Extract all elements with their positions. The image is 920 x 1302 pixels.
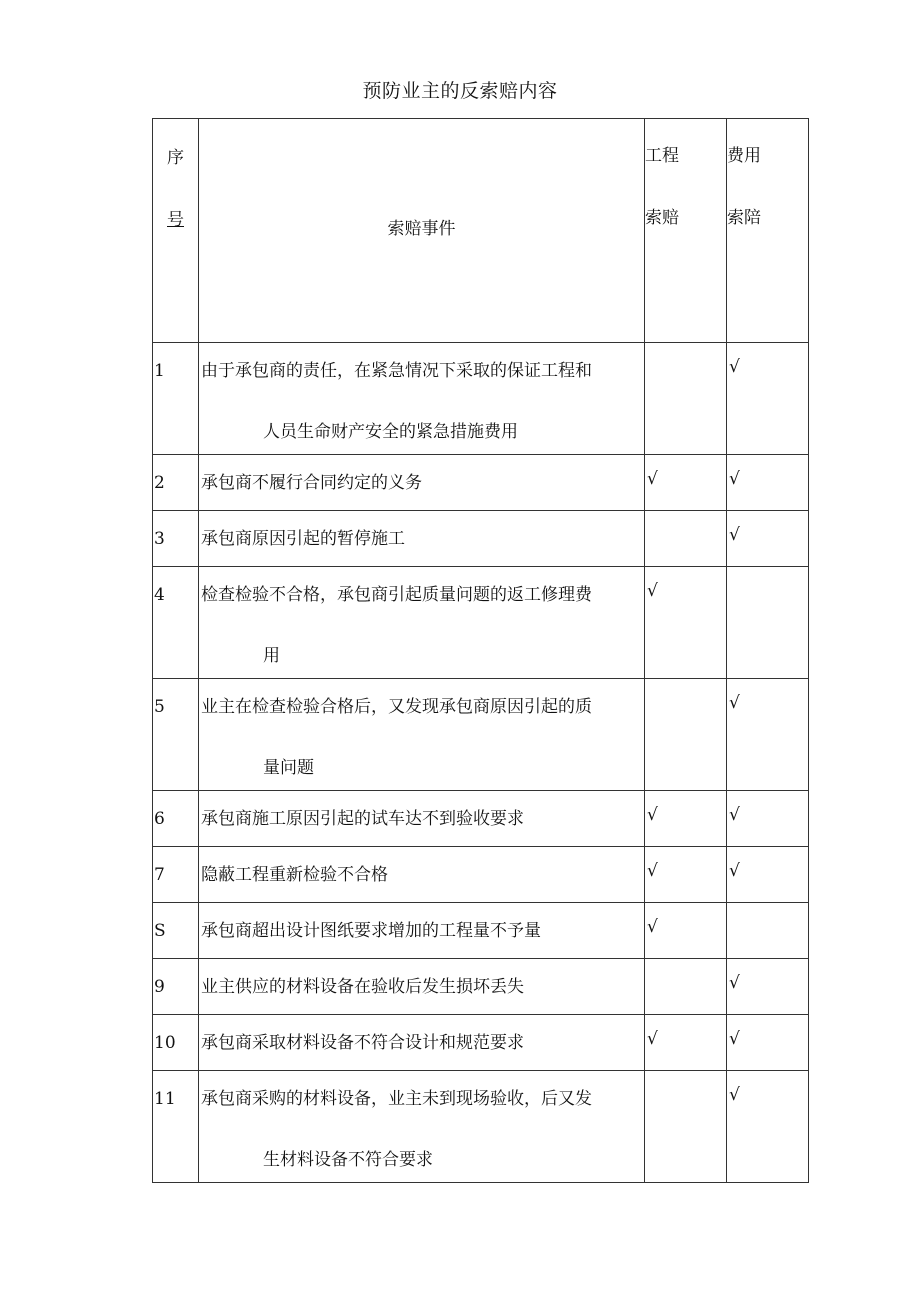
table-row	[153, 847, 809, 903]
schedule-claim-mark: √	[645, 455, 727, 511]
schedule-claim-mark: √	[645, 847, 727, 903]
header-seq	[153, 119, 199, 343]
table-row	[153, 1071, 809, 1183]
header-schedule-line2: 索赔	[645, 208, 679, 228]
header-schedule-line1: 工程	[645, 146, 679, 166]
header-seq-line1: 序	[167, 148, 184, 168]
schedule-claim-mark: √	[645, 567, 727, 679]
claim-event-line1: 业主供应的材料设备在验收后发生损坏丢失	[201, 977, 524, 997]
claim-event-line1: 承包商采购的材料设备，业主未到现场验收，后又发	[201, 1089, 592, 1109]
row-number: 2	[153, 455, 199, 511]
row-number: 10	[153, 1015, 199, 1071]
claim-event-line2: 生材料设备不符合要求	[263, 1150, 433, 1170]
header-cost-line1: 费用	[727, 146, 761, 166]
cost-claim-mark	[727, 903, 809, 959]
schedule-claim-mark: √	[645, 791, 727, 847]
row-number: 6	[153, 791, 199, 847]
claim-event	[199, 791, 645, 847]
header-event	[199, 119, 645, 343]
table-row	[153, 511, 809, 567]
claim-event	[199, 1015, 645, 1071]
row-number: 9	[153, 959, 199, 1015]
row-number: 1	[153, 343, 199, 455]
claim-event	[199, 959, 645, 1015]
table-row	[153, 679, 809, 791]
header-schedule-claim	[645, 119, 727, 343]
header-cost-line2: 索陪	[727, 208, 761, 228]
schedule-claim-mark	[645, 343, 727, 455]
claim-event-line1: 承包商不履行合同约定的义务	[201, 473, 422, 493]
row-number: 4	[153, 567, 199, 679]
header-cost-claim	[727, 119, 809, 343]
header-event-label: 索赔事件	[387, 219, 456, 239]
claims-table	[152, 118, 809, 1183]
cost-claim-mark: √	[727, 343, 809, 455]
row-number: 7	[153, 847, 199, 903]
schedule-claim-mark: √	[645, 903, 727, 959]
cost-claim-mark	[727, 567, 809, 679]
claim-event-line2: 量问题	[263, 758, 314, 778]
claim-event	[199, 343, 645, 455]
table-row	[153, 959, 809, 1015]
schedule-claim-mark	[645, 959, 727, 1015]
claim-event	[199, 511, 645, 567]
schedule-claim-mark	[645, 511, 727, 567]
claim-event	[199, 679, 645, 791]
claim-event	[199, 903, 645, 959]
cost-claim-mark: √	[727, 959, 809, 1015]
cost-claim-mark: √	[727, 455, 809, 511]
document-title: 预防业主的反索赔内容	[362, 80, 558, 102]
claim-event	[199, 1071, 645, 1183]
claim-event-line1: 承包商采取材料设备不符合设计和规范要求	[201, 1033, 524, 1053]
claim-event-line1: 业主在检查检验合格后，又发现承包商原因引起的质	[201, 697, 592, 717]
table-row	[153, 1015, 809, 1071]
cost-claim-mark: √	[727, 679, 809, 791]
row-number: 11	[153, 1071, 199, 1183]
claim-event	[199, 455, 645, 511]
claim-event-line2: 用	[263, 646, 280, 666]
row-number: 5	[153, 679, 199, 791]
claim-event-line1: 检查检验不合格，承包商引起质量问题的返工修理费	[201, 585, 592, 605]
cost-claim-mark: √	[727, 847, 809, 903]
claim-event-line1: 承包商原因引起的暂停施工	[201, 529, 405, 549]
claim-event-line1: 承包商超出设计图纸要求增加的工程量不予量	[201, 921, 541, 941]
cost-claim-mark: √	[727, 1015, 809, 1071]
claim-event-line1: 由于承包商的责任，在紧急情况下采取的保证工程和	[201, 361, 592, 381]
table-row	[153, 903, 809, 959]
table-row	[153, 791, 809, 847]
table-row	[153, 567, 809, 679]
row-number: S	[153, 903, 199, 959]
table-row	[153, 455, 809, 511]
claim-event	[199, 567, 645, 679]
row-number: 3	[153, 511, 199, 567]
schedule-claim-mark: √	[645, 1015, 727, 1071]
schedule-claim-mark	[645, 1071, 727, 1183]
claim-event	[199, 847, 645, 903]
header-seq-line2: 号	[167, 210, 184, 230]
schedule-claim-mark	[645, 679, 727, 791]
cost-claim-mark: √	[727, 1071, 809, 1183]
claim-event-line1: 承包商施工原因引起的试车达不到验收要求	[201, 809, 524, 829]
table-row	[153, 343, 809, 455]
claim-event-line2: 人员生命财产安全的紧急措施费用	[263, 422, 518, 442]
claim-event-line1: 隐蔽工程重新检验不合格	[201, 865, 388, 885]
cost-claim-mark: √	[727, 511, 809, 567]
cost-claim-mark: √	[727, 791, 809, 847]
header-row	[153, 119, 809, 343]
